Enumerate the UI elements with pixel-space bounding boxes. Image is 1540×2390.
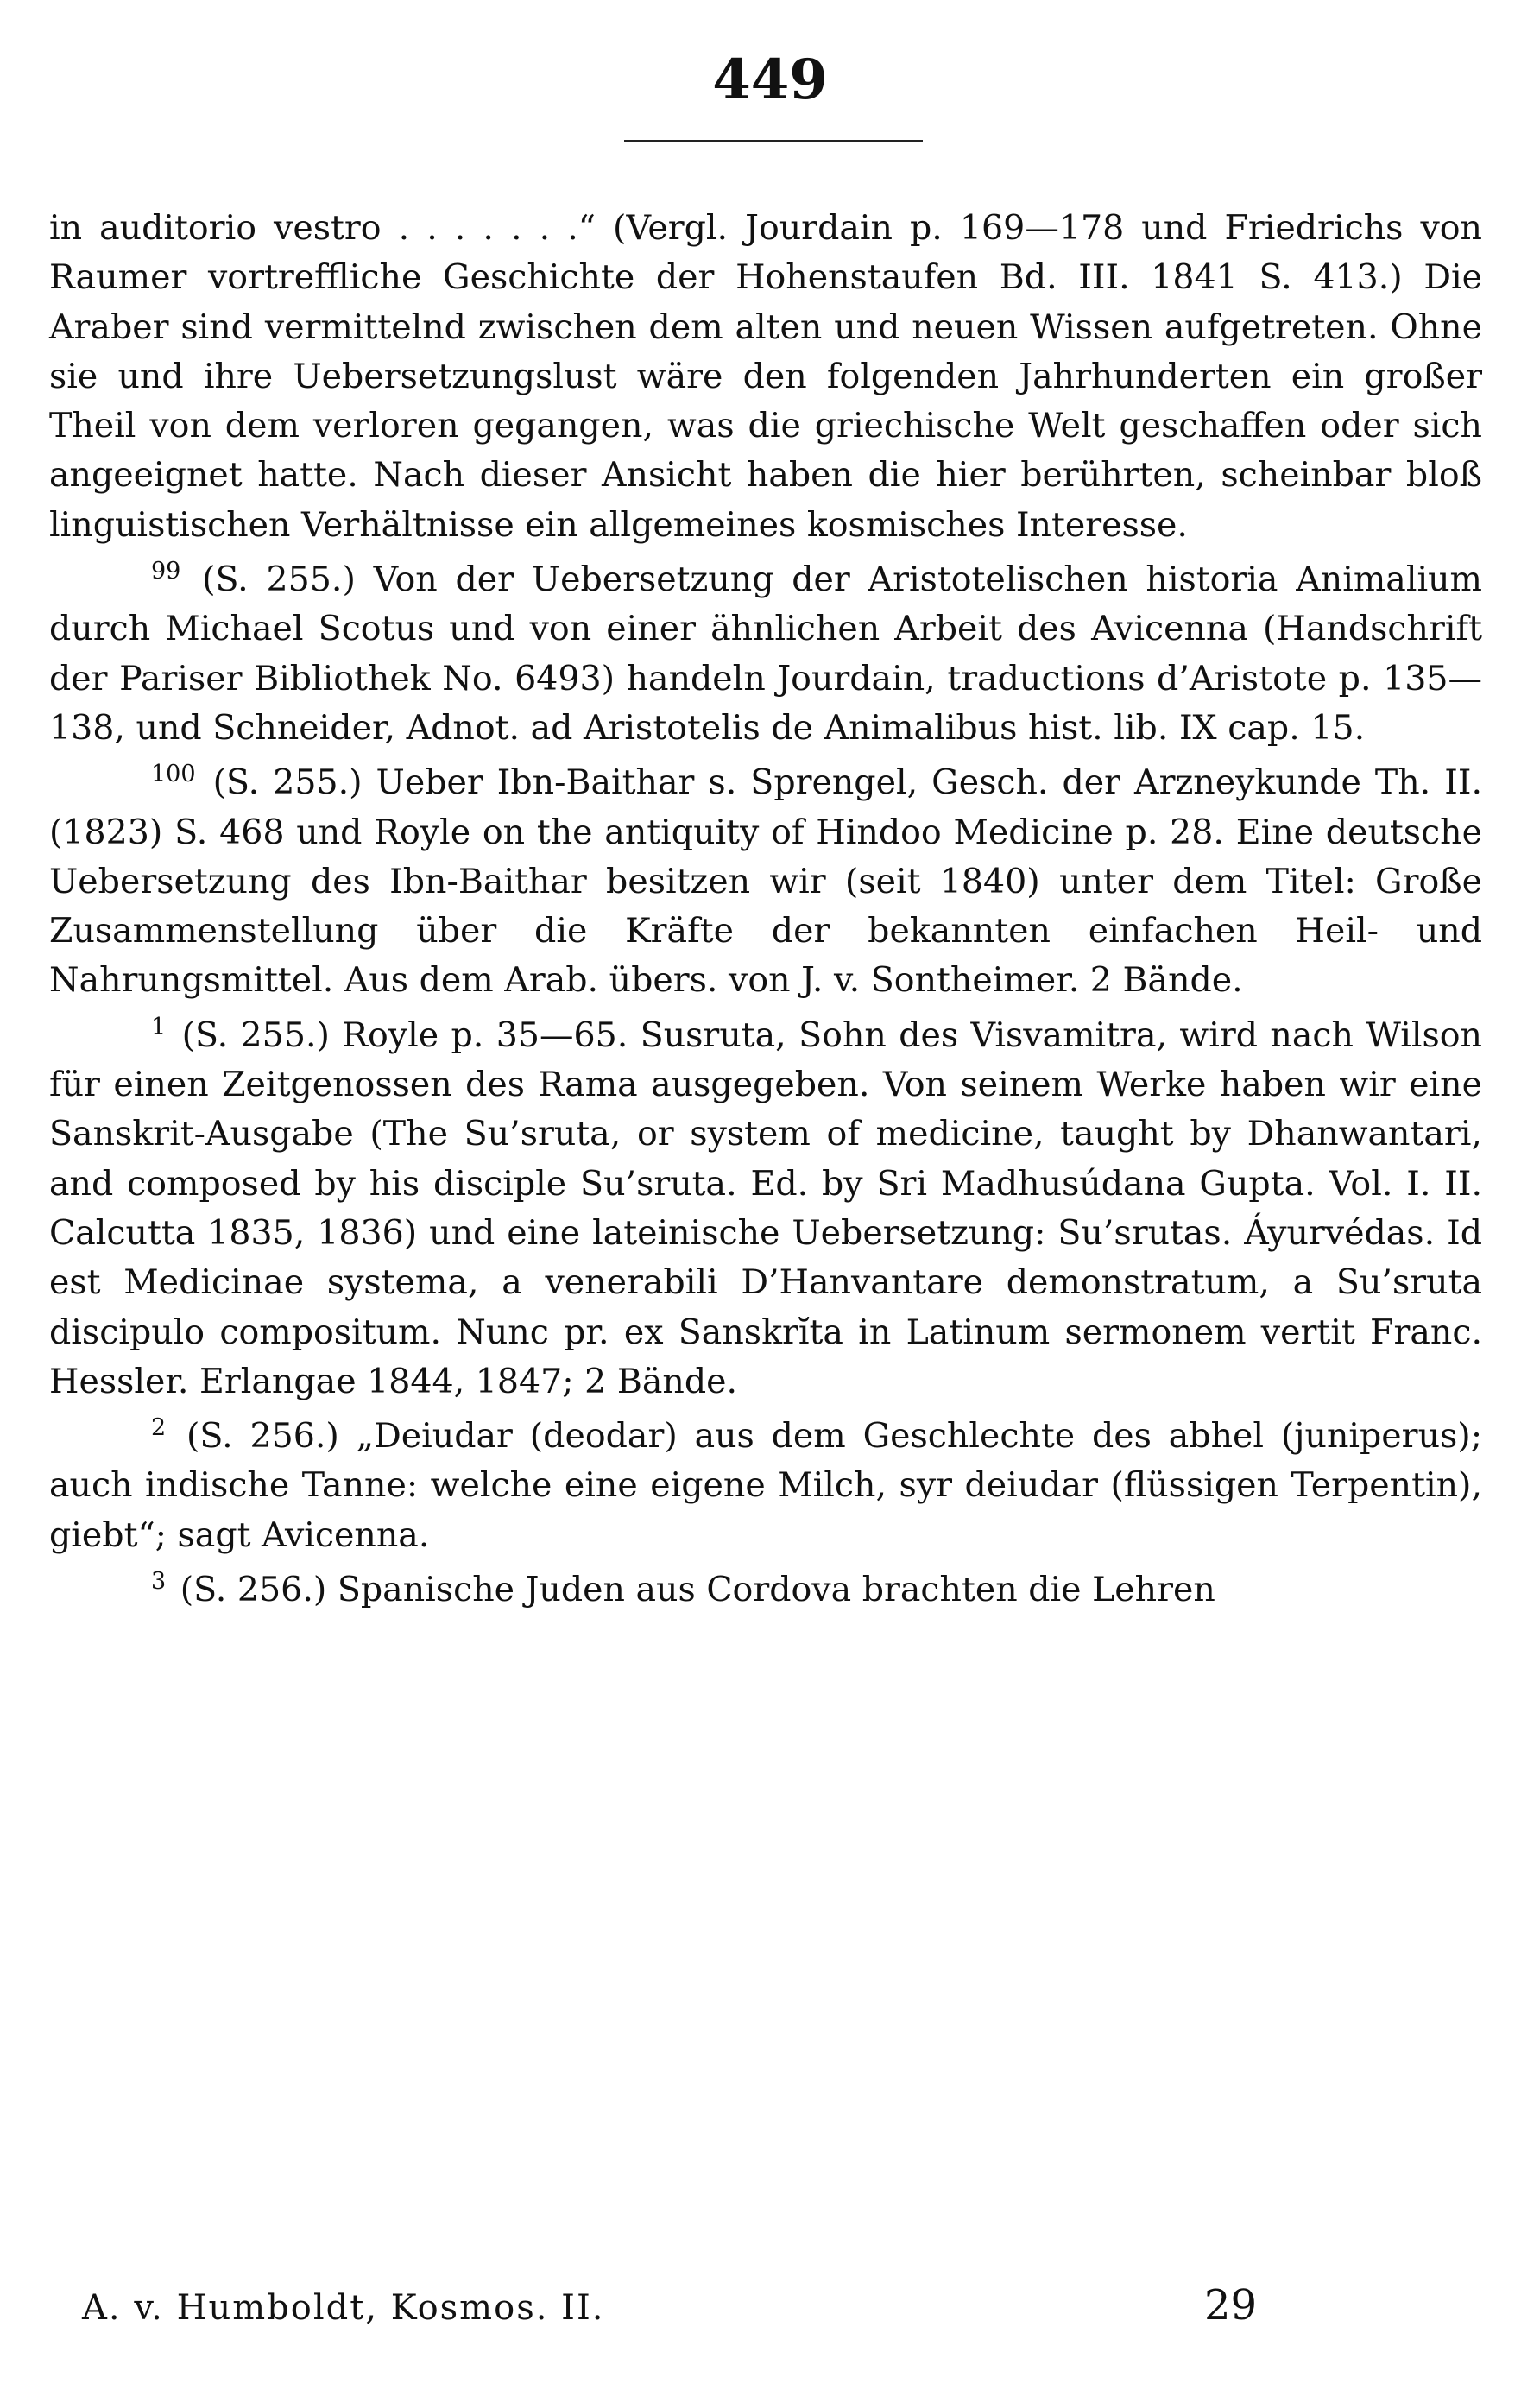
footnote-number: 1 xyxy=(151,1013,167,1040)
footnote-text: (S. 256.) „Deiudar (deodar) aus dem Geschlechte des abhel (juniperus); auch indische Tanne: welche eine eigene Milch, syr deiudar (flüssigen Terpentin), giebt“; sagt Avicenna. xyxy=(49,1416,1482,1555)
footnote-number: 99 xyxy=(151,557,181,585)
header-rule xyxy=(624,140,923,142)
footnote-100 xyxy=(49,758,1482,1005)
footnote-number: 100 xyxy=(151,761,196,788)
footnote-text: (S. 256.) Spanische Juden aus Cordova brachten die Lehren xyxy=(180,1570,1215,1610)
footnote-text: (S. 255.) Von der Uebersetzung der Aristotelischen historia Animalium durch Michael Scotus und von einer ähnlichen Arbeit des Avicenna (Handschrift der Pariser Bibliothek No. 6493) handeln Jourdain, traductions d’Aristote p. 135—138, und Schneider, Adnot. ad Aristotelis de Animalibus hist. lib. IX cap. 15. xyxy=(49,560,1483,748)
footnote-3 xyxy=(49,1565,1482,1615)
signature-mark: A. v. Humboldt, Kosmos. II. xyxy=(82,2288,605,2328)
sheet-number: 29 xyxy=(1204,2281,1258,2330)
footnote-text: (S. 255.) Royle p. 35—65. Susruta, Sohn des Visvamitra, wird nach Wilson für einen Zeitgenossen des Rama ausgegeben. Von seinem Werke haben wir eine Sanskrit-Ausgabe (The Su’sruta, or system of medicine, taught by Dhanwantari, and composed by his disciple Su’sruta. Ed. by Sri Madhusúdana Gupta. Vol. I. II. Calcutta 1835, 1836) und eine lateinische Uebersetzung: Su’srutas. Áyurvédas. Id est Medicinae systema, a venerabili D’Hanvantare demonstratum, a Su’sruta discipulo compositum. Nunc pr. ex Sanskrĭta in Latinum sermonem vertit Franc. Hessler. Erlangae 1844, 1847; 2 Bände. xyxy=(49,1015,1482,1401)
paragraph-continuation xyxy=(49,204,1482,550)
footnote-number: 3 xyxy=(151,1567,167,1595)
body-text xyxy=(49,204,1482,1615)
footnote-1 xyxy=(49,1011,1482,1407)
page-footer xyxy=(82,2281,1258,2330)
paragraph-text: in auditorio vestro . . . . . . .“ (Vergl. Jourdain p. 169—178 und Friedrichs von Raumer vortreffliche Geschichte der Hohenstaufen Bd. III. 1841 S. 413.) Die Araber sind vermittelnd zwischen dem alten und neuen Wissen aufgetreten. Ohne sie und ihre Uebersetzungslust wäre den folgenden Jahrhunderten ein großer Theil von dem verloren gegangen, was die griechische Welt geschaffen oder sich angeeignet hatte. Nach dieser Ansicht haben die hier berührten, scheinbar bloß linguistischen Verhältnisse ein allgemeines kosmisches Interesse. xyxy=(49,208,1482,545)
footnote-text: (S. 255.) Ueber Ibn-Baithar s. Sprengel, Gesch. der Arzneykunde Th. II. (1823) S. 468 und Royle on the antiquity of Hindoo Medicine p. 28. Eine deutsche Uebersetzung des Ibn-Baithar besitzen wir (seit 1840) unter dem Titel: Große Zusammenstellung über die Kräfte der bekannten einfachen Heil- und Nahrungsmittel. Aus dem Arab. übers. von J. v. Sontheimer. 2 Bände. xyxy=(49,762,1482,1001)
footnote-2 xyxy=(49,1412,1482,1560)
page-number: 449 xyxy=(712,47,828,112)
footnote-99 xyxy=(49,555,1482,753)
footnote-number: 2 xyxy=(151,1413,167,1441)
